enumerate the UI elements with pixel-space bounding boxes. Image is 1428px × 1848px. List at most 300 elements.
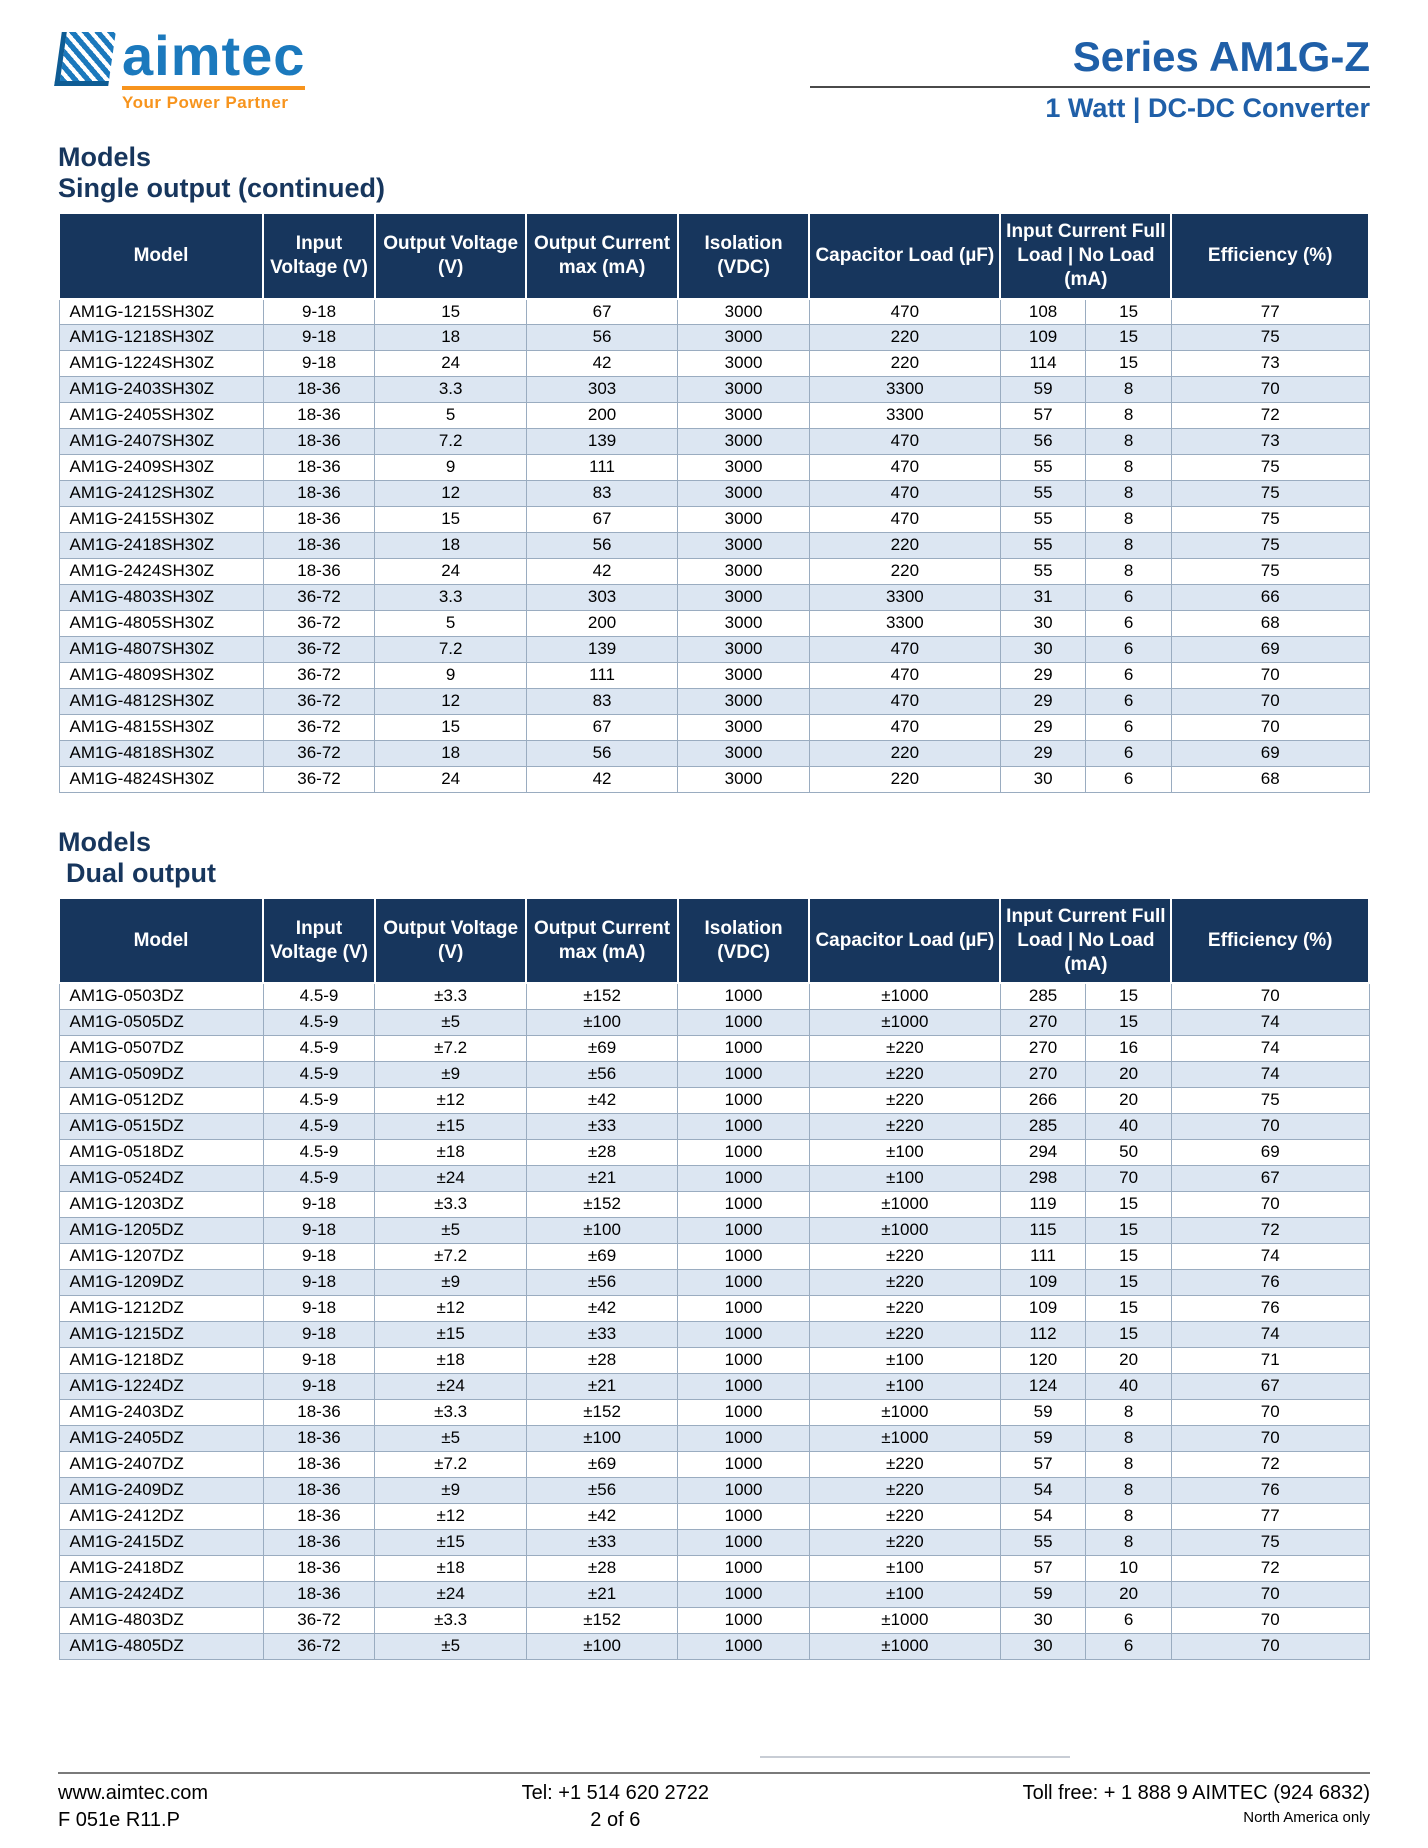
table-cell: ±21	[526, 1581, 677, 1607]
table-cell: ±12	[375, 1503, 526, 1529]
table-cell: AM1G-4803DZ	[59, 1607, 263, 1633]
footer-region-note: North America only	[1243, 1809, 1370, 1826]
table-cell: AM1G-2403SH30Z	[59, 377, 263, 403]
table-cell: 15	[375, 715, 526, 741]
table-cell: 75	[1171, 559, 1369, 585]
table-cell: 1000	[678, 1217, 810, 1243]
table-cell: AM1G-4805SH30Z	[59, 611, 263, 637]
table-cell: ±220	[809, 1113, 1000, 1139]
table-cell: 9	[375, 663, 526, 689]
table-cell: 8	[1086, 1503, 1172, 1529]
section-subtitle: Dual output	[66, 858, 216, 889]
table-cell: 36-72	[263, 715, 375, 741]
table-cell: ±9	[375, 1061, 526, 1087]
table-cell: 270	[1000, 1035, 1086, 1061]
col-header-input-current: Input Current Full Load | No Load (mA)	[1000, 213, 1171, 298]
table-cell: 6	[1086, 689, 1172, 715]
table-cell: ±69	[526, 1243, 677, 1269]
table-cell: 15	[1086, 325, 1172, 351]
table-cell: 69	[1171, 637, 1369, 663]
table-cell: 3000	[678, 455, 810, 481]
page-header	[58, 24, 1370, 124]
table-cell: 3000	[678, 637, 810, 663]
col-header-capacitor-load: Capacitor Load (µF)	[809, 898, 1000, 983]
table-cell: 42	[526, 559, 677, 585]
table-cell: ±12	[375, 1087, 526, 1113]
table-cell: ±5	[375, 1633, 526, 1659]
table-cell: 74	[1171, 1321, 1369, 1347]
table-cell: 9-18	[263, 1243, 375, 1269]
table-cell: 24	[375, 767, 526, 793]
table-cell: 3000	[678, 299, 810, 325]
table-cell: 15	[1086, 983, 1172, 1009]
table-cell: 1000	[678, 1165, 810, 1191]
table-cell: 200	[526, 611, 677, 637]
table-cell: ±1000	[809, 983, 1000, 1009]
table-cell: 15	[1086, 299, 1172, 325]
table-cell: 59	[1000, 377, 1086, 403]
table-cell: 7.2	[375, 637, 526, 663]
table-cell: 36-72	[263, 1607, 375, 1633]
table-cell: 15	[1086, 1009, 1172, 1035]
table-cell: ±100	[809, 1347, 1000, 1373]
table-cell: 1000	[678, 1555, 810, 1581]
section-title: Models	[58, 142, 152, 173]
table-cell: 8	[1086, 1399, 1172, 1425]
table-cell: 18-36	[263, 1529, 375, 1555]
table-cell: 15	[1086, 1269, 1172, 1295]
table-cell: 4.5-9	[263, 1087, 375, 1113]
table-cell: ±220	[809, 1451, 1000, 1477]
table-cell: 70	[1171, 377, 1369, 403]
table-cell: 75	[1171, 325, 1369, 351]
table-cell: 285	[1000, 1113, 1086, 1139]
table-cell: 5	[375, 611, 526, 637]
table-cell: 3000	[678, 585, 810, 611]
section-subtitle: Single output (continued)	[58, 173, 385, 204]
table-cell: 3000	[678, 689, 810, 715]
table-cell: 266	[1000, 1087, 1086, 1113]
table-cell: ±28	[526, 1555, 677, 1581]
table-cell: 36-72	[263, 689, 375, 715]
table-cell: 1000	[678, 1113, 810, 1139]
footer-page-number: 2 of 6	[590, 1809, 641, 1831]
table-cell: 9-18	[263, 1373, 375, 1399]
table-cell: 1000	[678, 1529, 810, 1555]
table-row	[59, 1451, 1369, 1477]
table-cell: AM1G-1203DZ	[59, 1191, 263, 1217]
table-cell: 3000	[678, 663, 810, 689]
table-cell: 470	[809, 689, 1000, 715]
table-cell: ±33	[526, 1113, 677, 1139]
table-cell: 74	[1171, 1243, 1369, 1269]
table-cell: AM1G-1212DZ	[59, 1295, 263, 1321]
table-cell: 70	[1171, 983, 1369, 1009]
table-cell: 3000	[678, 507, 810, 533]
table-cell: 18-36	[263, 377, 375, 403]
table-cell: ±56	[526, 1269, 677, 1295]
table-cell: 6	[1086, 767, 1172, 793]
table-cell: AM1G-2405DZ	[59, 1425, 263, 1451]
table-cell: AM1G-0507DZ	[59, 1035, 263, 1061]
table-cell: ±5	[375, 1425, 526, 1451]
table-cell: 4.5-9	[263, 1061, 375, 1087]
table-cell: AM1G-2409SH30Z	[59, 455, 263, 481]
table-cell: 18	[375, 741, 526, 767]
table-row	[59, 1555, 1369, 1581]
table-cell: AM1G-2424SH30Z	[59, 559, 263, 585]
col-header-input-voltage: Input Voltage (V)	[263, 213, 375, 298]
table-row	[59, 637, 1369, 663]
table-cell: 36-72	[263, 637, 375, 663]
table-cell: 67	[526, 507, 677, 533]
table-cell: 3300	[809, 611, 1000, 637]
table-cell: 59	[1000, 1399, 1086, 1425]
table-cell: 8	[1086, 481, 1172, 507]
table-cell: AM1G-4824SH30Z	[59, 767, 263, 793]
table-cell: 55	[1000, 1529, 1086, 1555]
table-cell: ±9	[375, 1269, 526, 1295]
table-cell: 114	[1000, 351, 1086, 377]
table-cell: ±1000	[809, 1191, 1000, 1217]
table-cell: 8	[1086, 533, 1172, 559]
table-cell: 115	[1000, 1217, 1086, 1243]
table-cell: 15	[375, 299, 526, 325]
table-cell: ±100	[809, 1581, 1000, 1607]
table-cell: 1000	[678, 1425, 810, 1451]
table-cell: 4.5-9	[263, 1165, 375, 1191]
table-cell: AM1G-1224SH30Z	[59, 351, 263, 377]
table-cell: 70	[1171, 663, 1369, 689]
table-cell: 59	[1000, 1581, 1086, 1607]
table-cell: 40	[1086, 1113, 1172, 1139]
table-cell: ±100	[526, 1633, 677, 1659]
table-cell: 3300	[809, 585, 1000, 611]
table-cell: 294	[1000, 1139, 1086, 1165]
table-cell: AM1G-1218SH30Z	[59, 325, 263, 351]
table-cell: 9-18	[263, 299, 375, 325]
col-header-output-current: Output Current max (mA)	[526, 898, 677, 983]
table-cell: 16	[1086, 1035, 1172, 1061]
table-cell: 3000	[678, 481, 810, 507]
pre-footer-divider	[760, 1756, 1070, 1758]
table-cell: 36-72	[263, 585, 375, 611]
table-cell: ±100	[809, 1139, 1000, 1165]
table-cell: AM1G-2418DZ	[59, 1555, 263, 1581]
table-cell: 55	[1000, 481, 1086, 507]
table-cell: AM1G-0505DZ	[59, 1009, 263, 1035]
table-cell: ±1000	[809, 1425, 1000, 1451]
table-cell: ±220	[809, 1295, 1000, 1321]
table-cell: 57	[1000, 1451, 1086, 1477]
table-cell: 42	[526, 767, 677, 793]
table-cell: 8	[1086, 507, 1172, 533]
table-cell: 24	[375, 351, 526, 377]
table-cell: ±1000	[809, 1009, 1000, 1035]
table-row	[59, 403, 1369, 429]
table-cell: 70	[1171, 1425, 1369, 1451]
table-cell: 1000	[678, 1607, 810, 1633]
table-cell: 18-36	[263, 1581, 375, 1607]
table-cell: 20	[1086, 1061, 1172, 1087]
section-dual-output-heading	[58, 827, 1370, 889]
table-cell: 72	[1171, 1555, 1369, 1581]
table-cell: 42	[526, 351, 677, 377]
table-cell: 18-36	[263, 1555, 375, 1581]
table-row	[59, 1243, 1369, 1269]
table-cell: AM1G-2424DZ	[59, 1581, 263, 1607]
table-cell: ±220	[809, 1529, 1000, 1555]
table-row	[59, 1217, 1369, 1243]
footer-doc-ref: F 051e R11.P	[58, 1809, 180, 1831]
col-header-capacitor-load: Capacitor Load (µF)	[809, 213, 1000, 298]
table-cell: 30	[1000, 1607, 1086, 1633]
footer-website: www.aimtec.com	[58, 1782, 209, 1804]
table-cell: ±42	[526, 1295, 677, 1321]
table-cell: 220	[809, 559, 1000, 585]
table-cell: 8	[1086, 1451, 1172, 1477]
table-cell: 15	[375, 507, 526, 533]
table-cell: 9-18	[263, 1269, 375, 1295]
table-cell: 66	[1171, 585, 1369, 611]
table-cell: 9-18	[263, 1321, 375, 1347]
table-row	[59, 325, 1369, 351]
table-row	[59, 1373, 1369, 1399]
table-cell: ±5	[375, 1217, 526, 1243]
table-cell: 18-36	[263, 403, 375, 429]
table-cell: AM1G-1218DZ	[59, 1347, 263, 1373]
footer-right	[1023, 1782, 1370, 1826]
table-cell: 1000	[678, 1243, 810, 1269]
table-cell: 56	[526, 533, 677, 559]
table-cell: 8	[1086, 1477, 1172, 1503]
table-cell: 4.5-9	[263, 1113, 375, 1139]
table-cell: ±33	[526, 1529, 677, 1555]
table-cell: 29	[1000, 663, 1086, 689]
table-cell: AM1G-0518DZ	[59, 1139, 263, 1165]
table-cell: ±18	[375, 1139, 526, 1165]
table-cell: 76	[1171, 1269, 1369, 1295]
table-cell: ±9	[375, 1477, 526, 1503]
table-cell: AM1G-2403DZ	[59, 1399, 263, 1425]
table-row	[59, 507, 1369, 533]
table-cell: 8	[1086, 429, 1172, 455]
table-cell: 6	[1086, 611, 1172, 637]
table-row	[59, 1607, 1369, 1633]
table-row	[59, 741, 1369, 767]
table-cell: 15	[1086, 1191, 1172, 1217]
table-cell: ±69	[526, 1451, 677, 1477]
table-row	[59, 1425, 1369, 1451]
table-cell: 1000	[678, 1087, 810, 1113]
table-cell: 20	[1086, 1347, 1172, 1373]
table-cell: 8	[1086, 559, 1172, 585]
col-header-output-voltage: Output Voltage (V)	[375, 898, 526, 983]
table-cell: AM1G-1207DZ	[59, 1243, 263, 1269]
table-cell: ±220	[809, 1061, 1000, 1087]
table-cell: 119	[1000, 1191, 1086, 1217]
table-cell: ±152	[526, 1191, 677, 1217]
table-row	[59, 1529, 1369, 1555]
footer-center	[522, 1782, 709, 1832]
table-cell: ±152	[526, 983, 677, 1009]
table-cell: 68	[1171, 767, 1369, 793]
table-cell: 30	[1000, 1633, 1086, 1659]
table-cell: ±7.2	[375, 1451, 526, 1477]
table-cell: 1000	[678, 1009, 810, 1035]
table-cell: 4.5-9	[263, 983, 375, 1009]
table-cell: ±100	[526, 1425, 677, 1451]
table-cell: 75	[1171, 481, 1369, 507]
table-row	[59, 559, 1369, 585]
table-row	[59, 1009, 1369, 1035]
col-header-efficiency: Efficiency (%)	[1171, 898, 1369, 983]
table-cell: 1000	[678, 1269, 810, 1295]
table-cell: ±56	[526, 1061, 677, 1087]
table-cell: 120	[1000, 1347, 1086, 1373]
table-cell: 57	[1000, 403, 1086, 429]
table-cell: 70	[1171, 689, 1369, 715]
table-cell: 56	[526, 741, 677, 767]
table-cell: 70	[1171, 1633, 1369, 1659]
table-cell: 12	[375, 481, 526, 507]
table-cell: ±24	[375, 1581, 526, 1607]
table-cell: 3000	[678, 403, 810, 429]
table-cell: 6	[1086, 1633, 1172, 1659]
table-cell: 3000	[678, 351, 810, 377]
table-cell: ±100	[809, 1555, 1000, 1581]
table-cell: 5	[375, 403, 526, 429]
table-row	[59, 1191, 1369, 1217]
table-cell: 70	[1171, 1399, 1369, 1425]
table-body	[59, 299, 1369, 793]
table-cell: 1000	[678, 1139, 810, 1165]
table-row	[59, 429, 1369, 455]
table-cell: 73	[1171, 429, 1369, 455]
table-cell: 56	[1000, 429, 1086, 455]
table-cell: 72	[1171, 1217, 1369, 1243]
table-cell: ±7.2	[375, 1243, 526, 1269]
table-row	[59, 1477, 1369, 1503]
table-cell: ±12	[375, 1295, 526, 1321]
col-header-efficiency: Efficiency (%)	[1171, 213, 1369, 298]
table-cell: ±28	[526, 1139, 677, 1165]
table-cell: ±100	[526, 1217, 677, 1243]
page-footer	[58, 1772, 1370, 1832]
table-cell: 220	[809, 741, 1000, 767]
table-cell: 6	[1086, 637, 1172, 663]
table-cell: 24	[375, 559, 526, 585]
table-cell: ±33	[526, 1321, 677, 1347]
table-cell: 15	[1086, 1321, 1172, 1347]
table-cell: ±1000	[809, 1217, 1000, 1243]
table-cell: 15	[1086, 351, 1172, 377]
table-cell: AM1G-2415DZ	[59, 1529, 263, 1555]
table-cell: 18-36	[263, 481, 375, 507]
section-title: Models	[58, 827, 152, 858]
table-cell: 15	[1086, 1295, 1172, 1321]
table-cell: ±15	[375, 1529, 526, 1555]
table-cell: 6	[1086, 741, 1172, 767]
table-cell: 18-36	[263, 1503, 375, 1529]
table-cell: 1000	[678, 983, 810, 1009]
table-cell: 1000	[678, 1191, 810, 1217]
title-block	[810, 34, 1370, 124]
table-cell: 112	[1000, 1321, 1086, 1347]
table-cell: 3000	[678, 559, 810, 585]
table-row	[59, 983, 1369, 1009]
table-cell: AM1G-4812SH30Z	[59, 689, 263, 715]
table-cell: AM1G-4805DZ	[59, 1633, 263, 1659]
table-cell: 18-36	[263, 507, 375, 533]
table-cell: 76	[1171, 1295, 1369, 1321]
footer-left	[58, 1782, 208, 1832]
table-cell: 29	[1000, 715, 1086, 741]
table-cell: 8	[1086, 1425, 1172, 1451]
table-cell: 83	[526, 689, 677, 715]
table-cell: 77	[1171, 299, 1369, 325]
table-cell: ±3.3	[375, 1607, 526, 1633]
table-cell: ±220	[809, 1503, 1000, 1529]
table-cell: AM1G-0515DZ	[59, 1113, 263, 1139]
table-cell: ±1000	[809, 1607, 1000, 1633]
col-header-input-current: Input Current Full Load | No Load (mA)	[1000, 898, 1171, 983]
table-cell: 12	[375, 689, 526, 715]
table-cell: 303	[526, 377, 677, 403]
table-cell: 30	[1000, 637, 1086, 663]
table-cell: 139	[526, 637, 677, 663]
table-cell: 29	[1000, 741, 1086, 767]
table-cell: 1000	[678, 1399, 810, 1425]
table-cell: 3.3	[375, 585, 526, 611]
table-cell: ±24	[375, 1165, 526, 1191]
table-cell: 3000	[678, 611, 810, 637]
table-cell: ±15	[375, 1321, 526, 1347]
table-cell: 70	[1171, 1607, 1369, 1633]
table-cell: AM1G-4807SH30Z	[59, 637, 263, 663]
table-row	[59, 481, 1369, 507]
table-cell: 6	[1086, 663, 1172, 689]
table-cell: AM1G-0503DZ	[59, 983, 263, 1009]
table-row	[59, 611, 1369, 637]
table-cell: ±152	[526, 1399, 677, 1425]
table-cell: 70	[1171, 1581, 1369, 1607]
table-cell: ±21	[526, 1165, 677, 1191]
table-cell: 9-18	[263, 325, 375, 351]
table-cell: 18-36	[263, 1451, 375, 1477]
table-row	[59, 1581, 1369, 1607]
table-cell: 1000	[678, 1503, 810, 1529]
table-cell: AM1G-2418SH30Z	[59, 533, 263, 559]
table-cell: 4.5-9	[263, 1009, 375, 1035]
table-cell: AM1G-4815SH30Z	[59, 715, 263, 741]
table-row	[59, 1503, 1369, 1529]
table-cell: 76	[1171, 1477, 1369, 1503]
table-cell: 139	[526, 429, 677, 455]
table-row	[59, 1035, 1369, 1061]
table-row	[59, 715, 1369, 741]
table-cell: 9	[375, 455, 526, 481]
table-row	[59, 1633, 1369, 1659]
col-header-output-current: Output Current max (mA)	[526, 213, 677, 298]
table-cell: 9-18	[263, 1295, 375, 1321]
table-cell: 111	[1000, 1243, 1086, 1269]
table-cell: AM1G-4818SH30Z	[59, 741, 263, 767]
table-cell: 124	[1000, 1373, 1086, 1399]
table-header	[59, 898, 1369, 983]
table-cell: 36-72	[263, 1633, 375, 1659]
table-row	[59, 663, 1369, 689]
